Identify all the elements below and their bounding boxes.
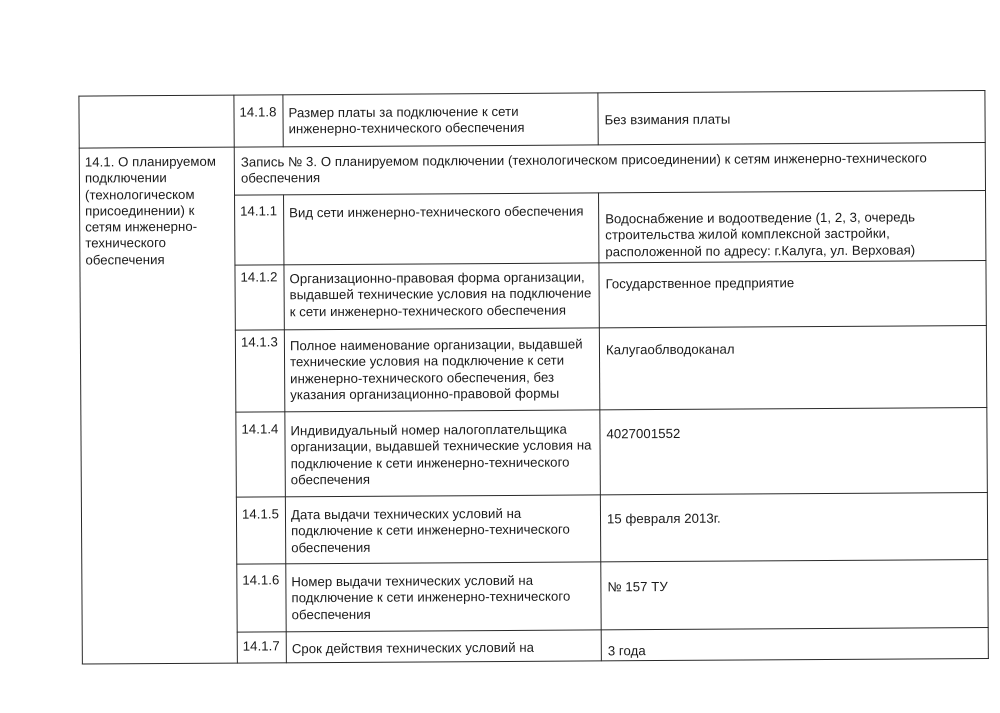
- row-label: Организационно-правовая форма организации, выдавшей технические условия на подключение к сети инженерно-технического обеспечения: [289, 269, 592, 319]
- table-left-border: [78, 96, 83, 665]
- row-value: 15 февраля 2013г.: [606, 510, 721, 527]
- row-label: Номер выдачи технических условий на подключение к сети инженерно-технического обеспечения: [291, 572, 571, 622]
- row-value: 4027001552: [606, 425, 681, 442]
- table-bottom-border: [82, 658, 989, 665]
- row-number: 14.1.7: [242, 638, 280, 654]
- table-right-border: [984, 90, 989, 659]
- section-title: 14.1. О планируемом подключении (технологическом присоединении) к сетям инженерно- технического обеспечения: [84, 153, 216, 268]
- row-number: 14.1.3: [240, 334, 278, 350]
- row-divider: [237, 627, 989, 633]
- row-divider: [236, 559, 988, 565]
- row-value: Калугаоблводоканал: [605, 341, 735, 358]
- row-divider: [79, 142, 986, 149]
- row-divider: [234, 190, 986, 196]
- row-number: 14.1.8: [239, 104, 277, 120]
- record-heading: Запись № 3. О планируемом подключении (технологическом присоединении) к сетям инженерно-технического обеспечения: [240, 150, 927, 186]
- column-divider: [282, 94, 284, 147]
- row-label: Размер платы за подключение к сети инженерно-технического обеспечения: [288, 103, 525, 137]
- table-top-border: [78, 90, 985, 97]
- row-number: 14.1.2: [240, 269, 278, 285]
- row-divider: [234, 260, 986, 266]
- row-value: 3 года: [607, 643, 646, 659]
- row-number: 14.1.4: [241, 421, 279, 437]
- row-divider: [236, 492, 988, 498]
- row-label: Полное наименование организации, выдавшей технические условия на подключение к сети инженерно-технического обеспечения, без указания организационно-правовой формы: [289, 336, 583, 403]
- row-number: 14.1.5: [241, 506, 279, 522]
- row-label: Индивидуальный номер налогоплательщика организации, выдавшей технические условия на подключение к сети инженерно-технического обеспечения: [290, 421, 592, 488]
- row-label: Вид сети инженерно-технического обеспечения: [289, 203, 584, 221]
- table-row: [0, 0, 998, 137]
- row-number: 14.1.1: [240, 203, 278, 219]
- row-value: № 157 ТУ: [607, 578, 668, 595]
- row-value: Государственное предприятие: [605, 275, 795, 292]
- column-divider: [597, 92, 599, 145]
- row-value: Водоснабжение и водоотведение (1, 2, 3, очередь строительства жилой комплексной застройки, расположенной по адресу: г.Калуга, ул. Верховая): [605, 209, 916, 259]
- row-label: Срок действия технических условий на: [291, 639, 535, 657]
- row-value: Без взимания платы: [604, 111, 731, 128]
- row-label: Дата выдачи технических условий на подключение к сети инженерно-технического обеспечения: [290, 505, 570, 555]
- row-divider: [235, 407, 987, 413]
- column-divider: [233, 95, 238, 664]
- row-divider: [235, 325, 987, 331]
- row-number: 14.1.6: [242, 572, 280, 588]
- table-grid: [0, 0, 998, 3]
